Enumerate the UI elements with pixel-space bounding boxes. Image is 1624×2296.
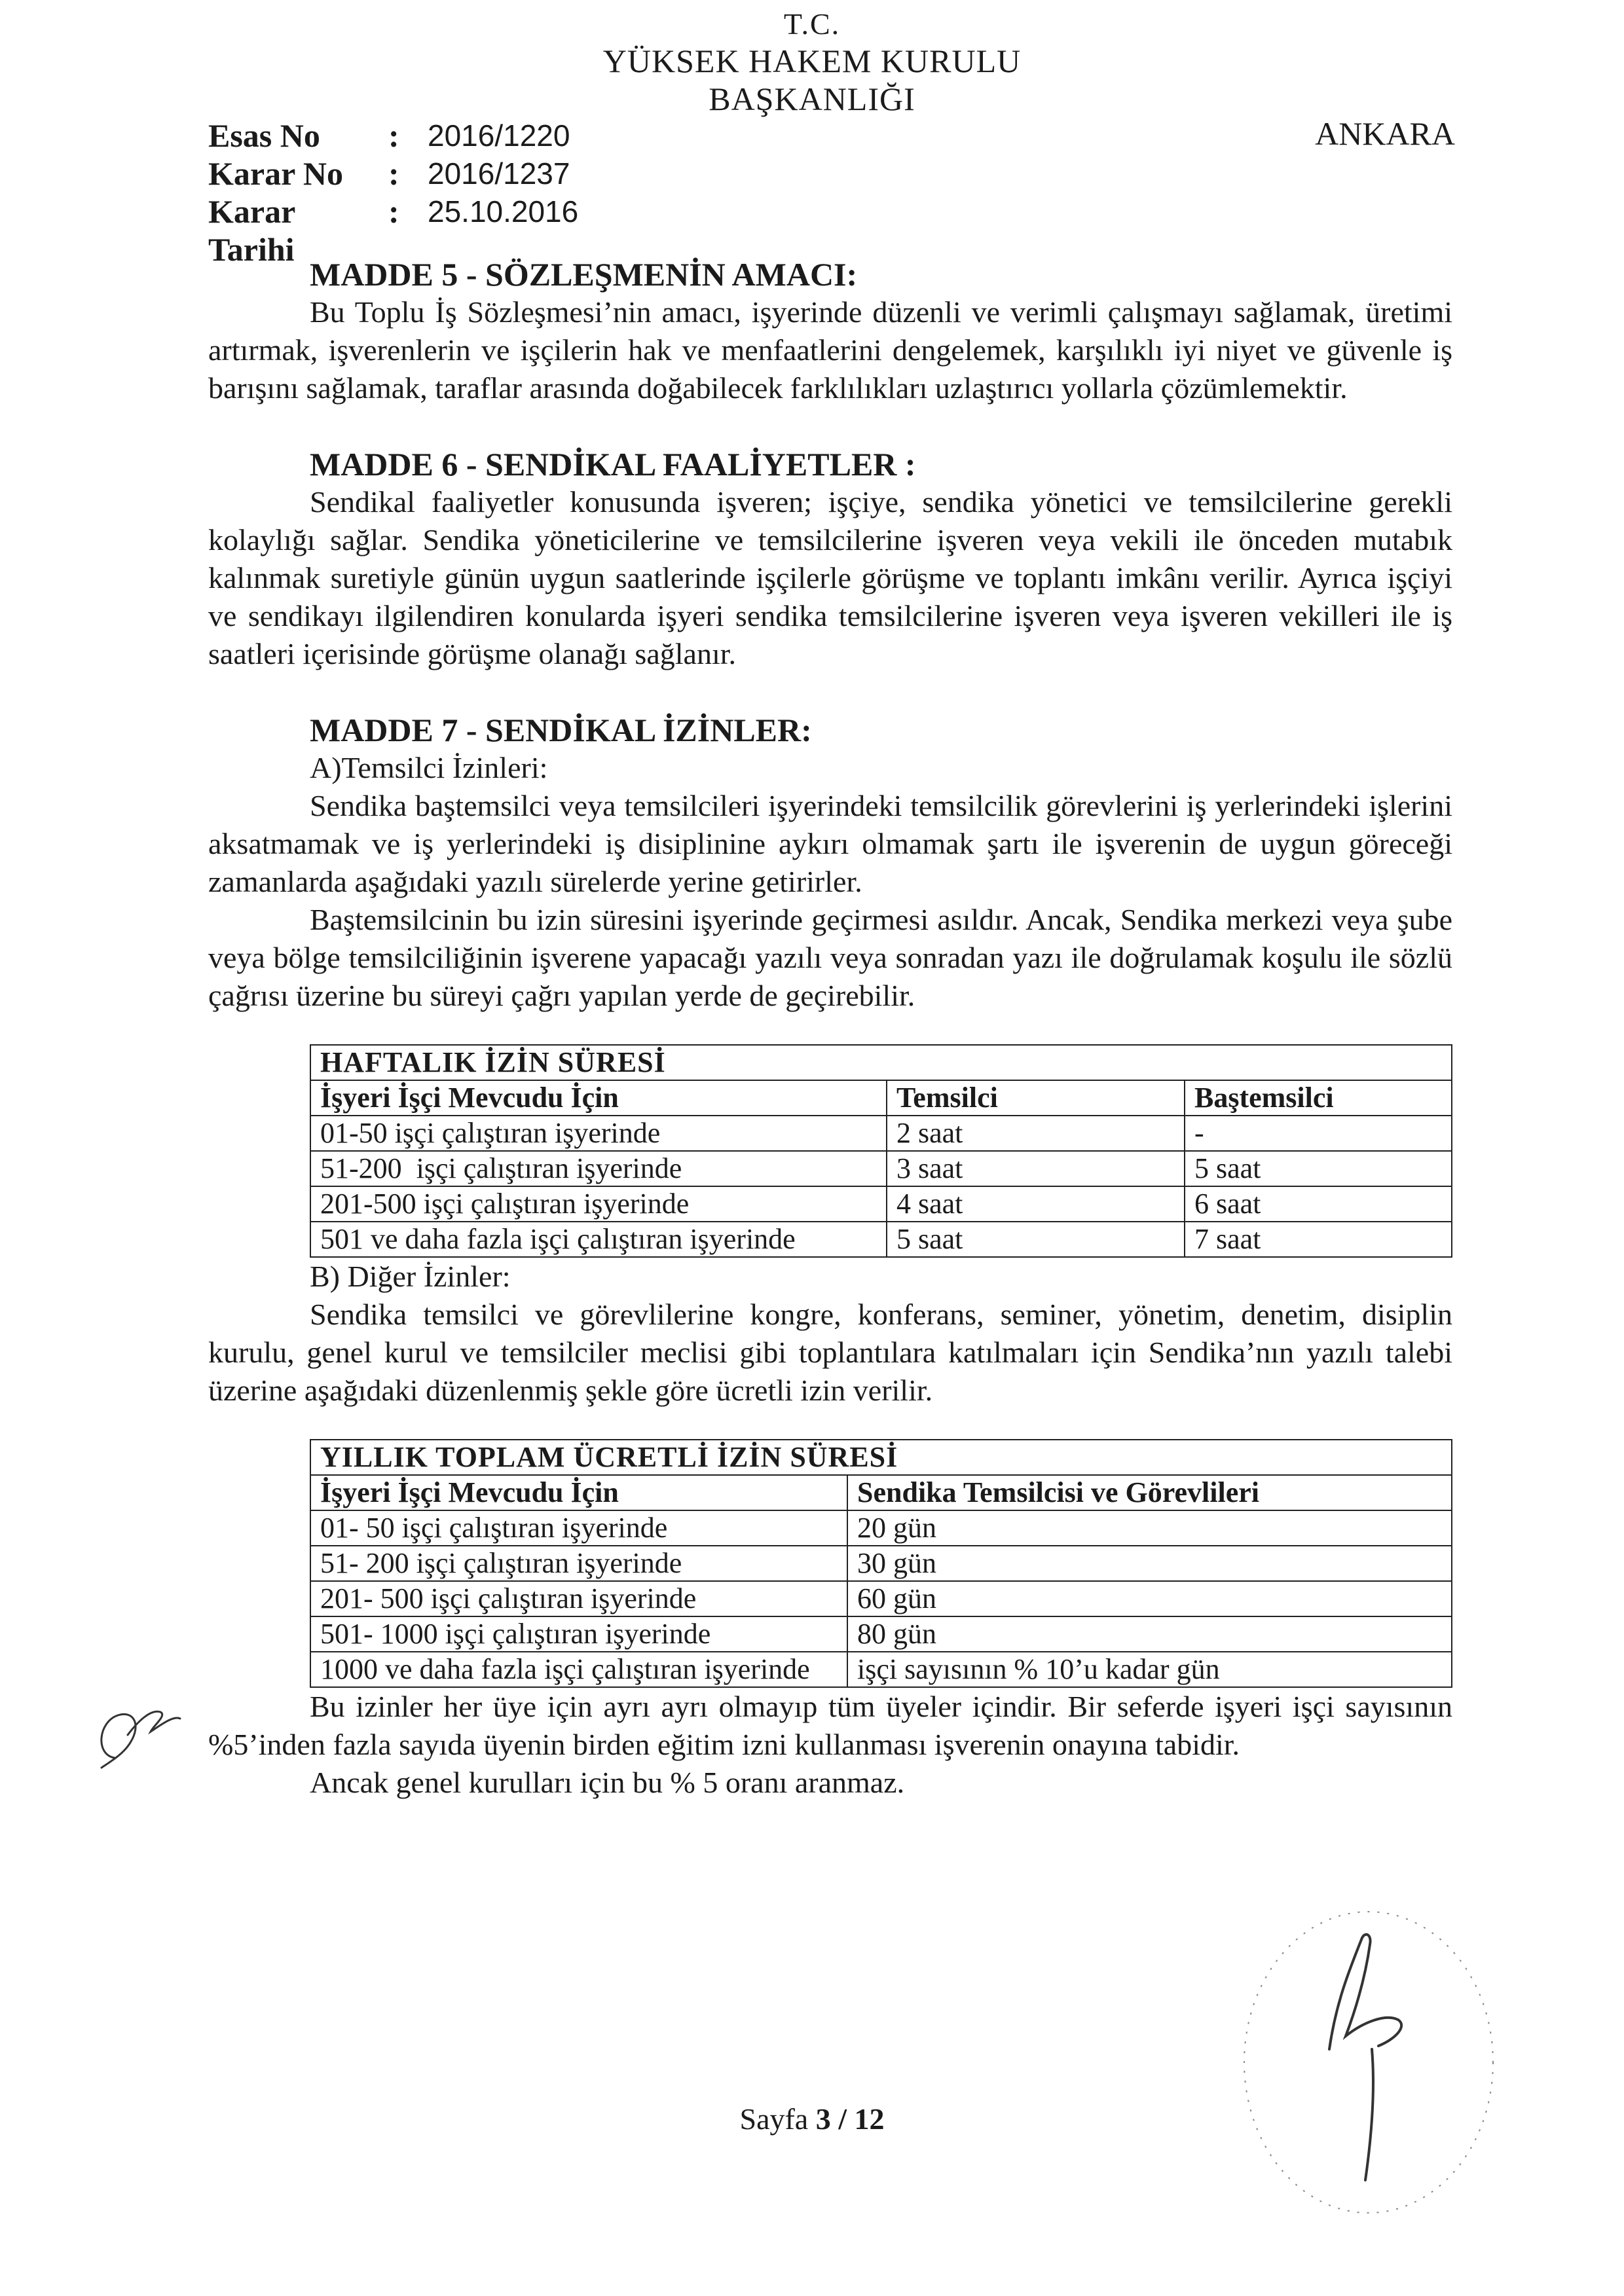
meta-colon: : [388,155,399,192]
table-cell: 501- 1000 işçi çalıştıran işyerinde [310,1616,847,1652]
madde6-text: Sendikal faaliyetler konusunda işveren; işçiye, sendika yönetici ve temsilcilerine gerekli kolaylığı sağlar. Sendika yöneticilerine ve temsilcilerine işveren veya vekili ile önceden mutabık kalınmak suretiyle günün uygun saatlerinde işçilerle görüşme ve toplantı imkânı verilir. Ayrıca işçiyi ve sendikayı ilgilendiren konularda işyeri sendika temsilcilerine işveren veya işveren vekilleri ile iş saatleri içerisinde görüşme olanağı sağlanır. [208,485,1452,670]
document-body [208,255,1452,1802]
table-cell: 2 saat [887,1116,1185,1151]
table-cell: 1000 ve daha fazla işçi çalıştıran işyerinde [310,1652,847,1687]
meta-row-karar [208,155,578,192]
table-row [310,1151,1452,1186]
meta-row-esas [208,117,578,155]
meta-value: 25.10.2016 [428,194,579,228]
page-footer [0,2102,1624,2136]
meta-colon: : [388,117,399,154]
table-cell: 80 gün [847,1616,1452,1652]
table-row [310,1510,1452,1546]
madde7-para-a1: Sendika baştemsilci veya temsilcileri işyerindeki temsilcilik görevlerini iş yerlerindeki işlerini aksatmamak ve iş yerlerindeki iş disiplinine aykırı olmamak şartı ile işverenin de uygun göreceği zamanlarda aşağıdaki yazılı sürelerde yerine getirirler. [208,789,1452,898]
meta-colon: : [388,193,399,230]
madde7-subsection-b: B) Diğer İzinler: [310,1260,511,1293]
table-cell: 51-200 işçi çalıştıran işyerinde [310,1151,887,1186]
madde5-text: Bu Toplu İş Sözleşmesi’nin amacı, işyerinde düzenli ve verimli çalışmayı sağlamak, üretimi artırmak, işverenlerin ve işçilerin hak ve menfaatlerini dengelemek, karşılıklı iyi niyet ve güvenle iş barışını sağlamak, taraflar arasında doğabilecek farklılıkları uzlaştırıcı yollarla çözümlemektir. [208,295,1452,405]
table-header-row [310,1080,1452,1116]
table-cell: 01- 50 işçi çalıştıran işyerinde [310,1510,847,1546]
header-tc: T.C. [783,7,841,41]
footer-page-number: 3 [815,2102,831,2136]
table-row [310,1222,1452,1257]
table-cell: 20 gün [847,1510,1452,1546]
table-cell: - [1185,1116,1452,1151]
table-cell: 7 saat [1185,1222,1452,1257]
signature-stamp [1231,1899,1506,2239]
table-header-row [310,1475,1452,1510]
column-header: Baştemsilci [1185,1080,1452,1116]
column-header: Sendika Temsilcisi ve Görevlileri [847,1475,1452,1510]
madde5-title: MADDE 5 - SÖZLEŞMENİN AMACI: [310,256,858,293]
footer-page-total: 12 [854,2102,885,2136]
table-cell: 51- 200 işçi çalıştıran işyerinde [310,1546,847,1581]
handwritten-initials [88,1696,193,1774]
table-caption: YILLIK TOPLAM ÜCRETLİ İZİN SÜRESİ [310,1440,1452,1475]
table-row [310,1546,1452,1581]
madde7-title: MADDE 7 - SENDİKAL İZİNLER: [310,712,812,748]
madde7-subsection-a: A)Temsilci İzinleri: [310,751,548,784]
column-header: İşyeri İşçi Mevcudu İçin [310,1475,847,1510]
madde7-para-b: Sendika temsilci ve görevlilerine kongre, konferans, seminer, yönetim, denetim, disiplin kurulu, genel kurul ve temsilciler meclisi gibi toplantılara katılmaları için Sendika’nın yazılı talebi üzerine aşağıdaki düzenlenmiş şekle göre ücretli izin verilir. [208,1298,1452,1407]
madde7-para-d: Ancak genel kurulları için bu % 5 oranı aranmaz. [310,1766,905,1799]
madde7-para-c: Bu izinler her üye için ayrı ayrı olmayıp tüm üyeler içindir. Bir seferde işyeri işçi sayısının %5’inden fazla sayıda üyenin birden eğitim izni kullanması işverenin onayına tabidir. [208,1690,1452,1761]
madde6-title: MADDE 6 - SENDİKAL FAALİYETLER : [310,446,916,483]
madde7-para-a2: Baştemsilcinin bu izin süresini işyerinde geçirmesi asıldır. Ancak, Sendika merkezi veya şube veya bölge temsilciliğinin işverene yapacağı yazılı veya sonradan yazı ile doğrulamak koşulu ile sözlü çağrısı üzerine bu süreyi çağrı yapılan yerde de geçirebilir. [208,903,1452,1012]
table-cell: 201-500 işçi çalıştıran işyerinde [310,1186,887,1222]
table-row [310,1616,1452,1652]
table-cell: 3 saat [887,1151,1185,1186]
meta-label: Karar Tarihi [208,193,295,268]
header-department: BAŞKANLIĞI [709,81,915,117]
table-row [310,1652,1452,1687]
table-cell: işçi sayısının % 10’u kadar gün [847,1652,1452,1687]
table-row [310,1186,1452,1222]
weekly-leave-table [310,1044,1452,1258]
table-row [310,1581,1452,1616]
meta-label: Esas No [208,117,320,154]
footer-prefix: Sayfa [739,2102,809,2136]
case-meta [208,117,578,268]
annual-paid-leave-table [310,1439,1452,1688]
meta-value: 2016/1237 [428,156,570,191]
table-cell: 501 ve daha fazla işçi çalıştıran işyerinde [310,1222,887,1257]
table-cell: 6 saat [1185,1186,1452,1222]
table-cell: 201- 500 işçi çalıştıran işyerinde [310,1581,847,1616]
header-institution: YÜKSEK HAKEM KURULU [602,43,1022,79]
table-cell: 5 saat [887,1222,1185,1257]
column-header: İşyeri İşçi Mevcudu İçin [310,1080,887,1116]
table-caption: HAFTALIK İZİN SÜRESİ [310,1045,1452,1080]
header-city: ANKARA [1315,115,1455,152]
table-cell: 4 saat [887,1186,1185,1222]
table-cell: 60 gün [847,1581,1452,1616]
table-cell: 5 saat [1185,1151,1452,1186]
meta-label: Karar No [208,155,343,192]
table-cell: 01-50 işçi çalıştıran işyerinde [310,1116,887,1151]
footer-separator: / [838,2102,847,2136]
table-cell: 30 gün [847,1546,1452,1581]
meta-value: 2016/1220 [428,118,570,153]
table-row [310,1116,1452,1151]
column-header: Temsilci [887,1080,1185,1116]
